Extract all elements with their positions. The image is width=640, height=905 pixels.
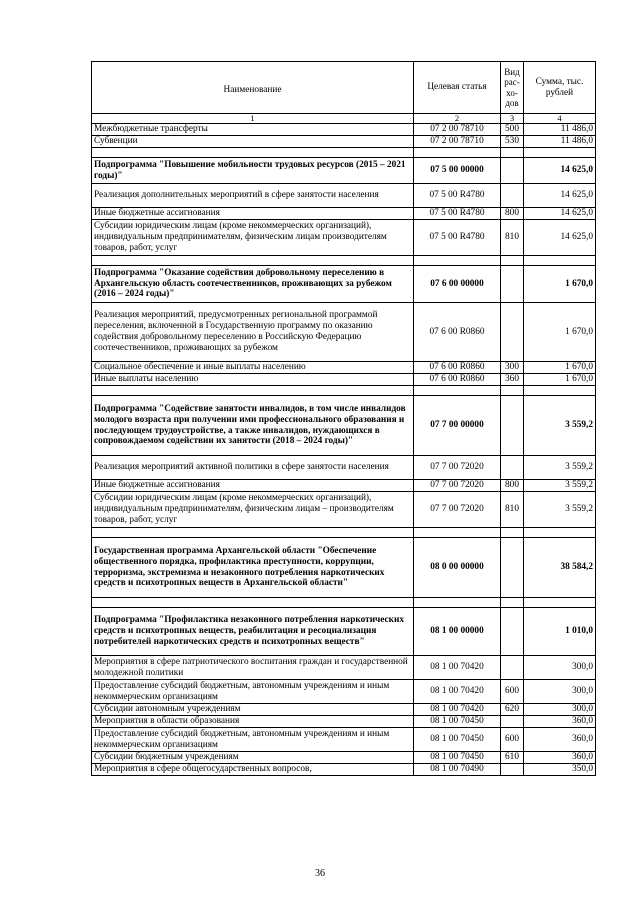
row-code: 08 1 00 00000 [414, 608, 501, 656]
table-row [92, 538, 596, 598]
table-row [92, 728, 596, 752]
row-type: 810 [501, 492, 524, 528]
row-type: 810 [501, 220, 524, 256]
row-name: Иные бюджетные ассигнования [92, 480, 414, 492]
table-row [92, 374, 596, 386]
row-name: Иные выплаты населению [92, 374, 414, 386]
table-row [92, 764, 596, 776]
row-code: 08 1 00 70450 [414, 752, 501, 764]
row-sum: 3 559,2 [524, 480, 596, 492]
col-number: 3 [501, 114, 524, 124]
row-type [501, 608, 524, 656]
spacer-row [92, 256, 596, 266]
table-row [92, 704, 596, 716]
table-row [92, 136, 596, 148]
table-header-row [92, 62, 596, 114]
row-type: 800 [501, 208, 524, 220]
row-name: Субсидии юридическим лицам (кроме некоммерческих организаций), индивидуальным предпринимателям, физическим лицам – производителям товаров, работ, услуг [92, 492, 414, 528]
row-type [501, 396, 524, 456]
row-name: Реализация мероприятий, предусмотренных региональной программой переселения, включенной в Государственную программу по оказанию содействия добровольному переселению в Российскую Федерацию соотечественников, проживающих за рубежом [92, 303, 414, 362]
table-row [92, 220, 596, 256]
row-type [501, 456, 524, 480]
row-type [501, 716, 524, 728]
table-row [92, 303, 596, 362]
header-name: Наименование [92, 62, 414, 114]
table-row [92, 396, 596, 456]
row-sum: 11 486,0 [524, 136, 596, 148]
row-sum: 300,0 [524, 680, 596, 704]
row-code: 07 6 00 R0860 [414, 362, 501, 374]
row-code: 08 1 00 70420 [414, 704, 501, 716]
row-type: 360 [501, 374, 524, 386]
row-sum: 1 670,0 [524, 362, 596, 374]
row-name: Субсидии бюджетным учреждениям [92, 752, 414, 764]
spacer-row [92, 528, 596, 538]
row-type: 620 [501, 704, 524, 716]
table-row [92, 362, 596, 374]
row-type: 800 [501, 480, 524, 492]
row-name: Предоставление субсидий бюджетным, автономным учреждениям и иным некоммерческим организациям [92, 680, 414, 704]
header-code: Целевая статья [414, 62, 501, 114]
table-row [92, 680, 596, 704]
row-sum: 300,0 [524, 704, 596, 716]
row-code: 07 5 00 00000 [414, 158, 501, 184]
row-name: Реализация дополнительных мероприятий в сфере занятости населения [92, 184, 414, 208]
row-type: 530 [501, 136, 524, 148]
table-row [92, 716, 596, 728]
page-number: 36 [315, 868, 325, 879]
row-name: Субсидии автономным учреждениям [92, 704, 414, 716]
table-row [92, 480, 596, 492]
row-sum: 1 670,0 [524, 303, 596, 362]
spacer-row [92, 386, 596, 396]
row-name: Подпрограмма "Оказание содействия добровольному переселению в Архангельскую область соотечественников, проживающих за рубежом (2016 – 2024 годы)" [92, 266, 414, 303]
row-sum: 360,0 [524, 716, 596, 728]
table-row [92, 608, 596, 656]
row-sum: 1 010,0 [524, 608, 596, 656]
row-code: 07 6 00 R0860 [414, 303, 501, 362]
row-code: 07 2 00 78710 [414, 124, 501, 136]
table-row [92, 158, 596, 184]
row-type: 600 [501, 680, 524, 704]
row-sum: 300,0 [524, 656, 596, 680]
row-type [501, 184, 524, 208]
row-type [501, 303, 524, 362]
col-number: 4 [524, 114, 596, 124]
row-sum: 1 670,0 [524, 374, 596, 386]
budget-table [91, 61, 596, 776]
spacer-row [92, 148, 596, 158]
row-type: 610 [501, 752, 524, 764]
table-row [92, 208, 596, 220]
row-type [501, 656, 524, 680]
row-name: Государственная программа Архангельской области "Обеспечение общественного порядка, профилактика преступности, коррупции, терроризма, экстремизма и незаконного потребления наркотических средств и психотропных веществ в Архангельской области" [92, 538, 414, 598]
row-name: Субсидии юридическим лицам (кроме некоммерческих организаций), индивидуальным предпринимателям, физическим лицам производителям товаров, работ, услуг [92, 220, 414, 256]
row-code: 08 1 00 70490 [414, 764, 501, 776]
row-code: 07 2 00 78710 [414, 136, 501, 148]
table-row [92, 266, 596, 303]
row-name: Подпрограмма "Содействие занятости инвалидов, в том числе инвалидов молодого возраста при получении ими профессионального образования и последующем трудоустройстве, а также инвалидов, нуждающихся в сопровождаемом содействии их занятости (2018 – 2024 годы)" [92, 396, 414, 456]
row-type: 500 [501, 124, 524, 136]
row-code: 07 7 00 00000 [414, 396, 501, 456]
row-sum: 3 559,2 [524, 396, 596, 456]
row-type: 300 [501, 362, 524, 374]
table-row [92, 752, 596, 764]
row-sum: 3 559,2 [524, 456, 596, 480]
row-type [501, 158, 524, 184]
row-sum: 14 625,0 [524, 184, 596, 208]
column-number-row [92, 114, 596, 124]
row-name: Мероприятия в сфере патриотического воспитания граждан и государственной молодежной политики [92, 656, 414, 680]
row-sum: 350,0 [524, 764, 596, 776]
table-row [92, 124, 596, 136]
table-row [92, 656, 596, 680]
row-sum: 14 625,0 [524, 220, 596, 256]
row-code: 08 0 00 00000 [414, 538, 501, 598]
row-code: 07 6 00 R0860 [414, 374, 501, 386]
table-row [92, 456, 596, 480]
row-name: Мероприятия в области образования [92, 716, 414, 728]
row-code: 07 5 00 R4780 [414, 184, 501, 208]
row-type [501, 538, 524, 598]
row-sum: 3 559,2 [524, 492, 596, 528]
row-sum: 14 625,0 [524, 208, 596, 220]
spacer-row [92, 598, 596, 608]
row-code: 08 1 00 70450 [414, 716, 501, 728]
row-code: 07 6 00 00000 [414, 266, 501, 303]
row-code: 07 5 00 R4780 [414, 220, 501, 256]
row-name: Мероприятия в сфере общегосударственных вопросов, [92, 764, 414, 776]
row-name: Предоставление субсидий бюджетным, автономным учреждениям и иным некоммерческим организациям [92, 728, 414, 752]
col-number: 2 [414, 114, 501, 124]
row-name: Иные бюджетные ассигнования [92, 208, 414, 220]
row-name: Подпрограмма "Профилактика незаконного потребления наркотических средств и психотропных веществ, реабилитация и ресоциализация потребителей наркотических средств и психотропных веществ" [92, 608, 414, 656]
col-number: 1 [92, 114, 414, 124]
row-name: Межбюджетные трансферты [92, 124, 414, 136]
row-code: 08 1 00 70450 [414, 728, 501, 752]
row-sum: 360,0 [524, 752, 596, 764]
row-sum: 14 625,0 [524, 158, 596, 184]
budget-document [91, 61, 595, 776]
row-name: Социальное обеспечение и иные выплаты населению [92, 362, 414, 374]
row-name: Субвенции [92, 136, 414, 148]
row-code: 07 7 00 72020 [414, 492, 501, 528]
row-code: 08 1 00 70420 [414, 680, 501, 704]
row-code: 07 7 00 72020 [414, 456, 501, 480]
table-row [92, 492, 596, 528]
row-sum: 360,0 [524, 728, 596, 752]
row-code: 07 7 00 72020 [414, 480, 501, 492]
row-type [501, 764, 524, 776]
row-sum: 38 584,2 [524, 538, 596, 598]
row-type: 600 [501, 728, 524, 752]
row-type [501, 266, 524, 303]
row-name: Подпрограмма "Повышение мобильности трудовых ресурсов (2015 – 2021 годы)" [92, 158, 414, 184]
table-row [92, 184, 596, 208]
header-type: Вид рас-хо-дов [501, 62, 524, 114]
row-sum: 1 670,0 [524, 266, 596, 303]
row-code: 08 1 00 70420 [414, 656, 501, 680]
row-sum: 11 486,0 [524, 124, 596, 136]
header-sum: Сумма, тыс. рублей [524, 62, 596, 114]
row-code: 07 5 00 R4780 [414, 208, 501, 220]
row-name: Реализация мероприятий активной политики в сфере занятости населения [92, 456, 414, 480]
